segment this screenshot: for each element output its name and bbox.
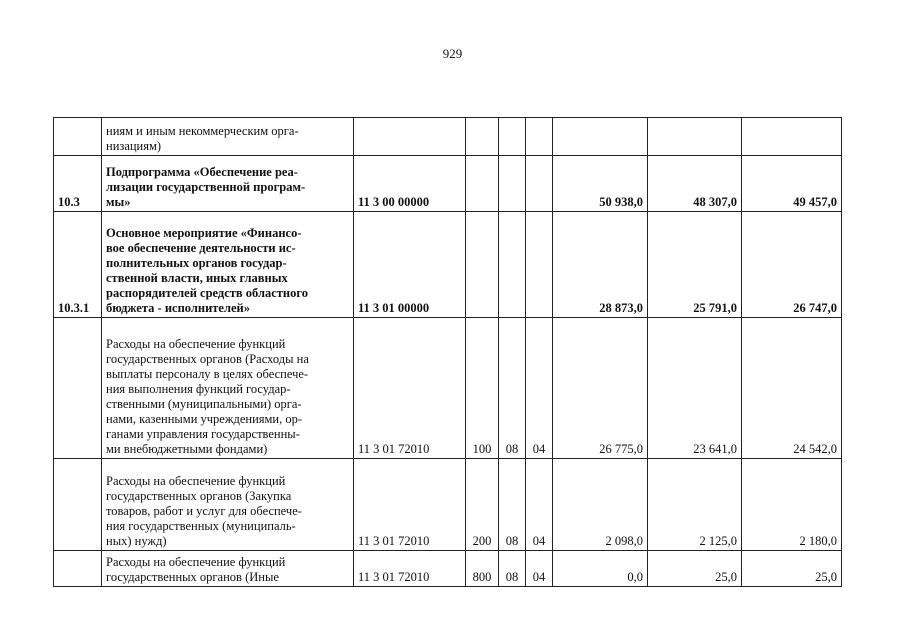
row-code: 11 3 00 00000 bbox=[354, 156, 466, 212]
row-name: ниям и иным некоммерческим орга- низациям) bbox=[102, 118, 354, 156]
row-code: 11 3 01 72010 bbox=[354, 318, 466, 459]
row-amount-year3: 24 542,0 bbox=[742, 318, 842, 459]
table-row bbox=[54, 118, 842, 156]
table-row bbox=[54, 459, 842, 551]
row-vr: 200 bbox=[466, 459, 499, 551]
row-amount-year3: 25,0 bbox=[742, 551, 842, 587]
row-name: Расходы на обеспечение функций государственных органов (Расходы на выплаты персоналу в целях обеспече- ния выполнения функций государ- ственными (муниципальными) орга- нами, казенными учреждениями, ор- ганами управления государственны- ми внебюджетными фондами) bbox=[102, 318, 354, 459]
row-amount-year2: 23 641,0 bbox=[648, 318, 742, 459]
row-name: Подпрограмма «Обеспечение реа- лизации государственной програм- мы» bbox=[102, 156, 354, 212]
row-number: 10.3.1 bbox=[54, 212, 102, 318]
row-amount-year3: 26 747,0 bbox=[742, 212, 842, 318]
row-number bbox=[54, 318, 102, 459]
row-number bbox=[54, 118, 102, 156]
row-pr: 04 bbox=[526, 551, 553, 587]
row-rz: 08 bbox=[499, 551, 526, 587]
row-code: 11 3 01 00000 bbox=[354, 212, 466, 318]
row-rz: 08 bbox=[499, 459, 526, 551]
row-rz bbox=[499, 156, 526, 212]
row-amount-year1: 50 938,0 bbox=[553, 156, 648, 212]
row-pr: 04 bbox=[526, 318, 553, 459]
row-amount-year1: 28 873,0 bbox=[553, 212, 648, 318]
row-amount-year2: 48 307,0 bbox=[648, 156, 742, 212]
row-amount-year2: 25,0 bbox=[648, 551, 742, 587]
row-amount-year2: 2 125,0 bbox=[648, 459, 742, 551]
row-amount-year1: 26 775,0 bbox=[553, 318, 648, 459]
row-vr bbox=[466, 156, 499, 212]
row-amount-year1: 0,0 bbox=[553, 551, 648, 587]
row-vr: 800 bbox=[466, 551, 499, 587]
row-vr: 100 bbox=[466, 318, 499, 459]
row-rz bbox=[499, 118, 526, 156]
row-amount-year3 bbox=[742, 118, 842, 156]
row-amount-year3: 2 180,0 bbox=[742, 459, 842, 551]
row-vr bbox=[466, 212, 499, 318]
table-row bbox=[54, 156, 842, 212]
budget-table bbox=[53, 117, 842, 587]
row-rz: 08 bbox=[499, 318, 526, 459]
row-number: 10.3 bbox=[54, 156, 102, 212]
row-name: Расходы на обеспечение функций государственных органов (Иные bbox=[102, 551, 354, 587]
page-number: 929 bbox=[442, 46, 463, 61]
row-name: Расходы на обеспечение функций государственных органов (Закупка товаров, работ и услуг для обеспече- ния государственных (муниципаль- ных) нужд) bbox=[102, 459, 354, 551]
row-pr bbox=[526, 212, 553, 318]
row-amount-year2: 25 791,0 bbox=[648, 212, 742, 318]
row-pr bbox=[526, 156, 553, 212]
table-row bbox=[54, 212, 842, 318]
row-code: 11 3 01 72010 bbox=[354, 459, 466, 551]
row-pr: 04 bbox=[526, 459, 553, 551]
row-amount-year1: 2 098,0 bbox=[553, 459, 648, 551]
row-number bbox=[54, 459, 102, 551]
row-amount-year1 bbox=[553, 118, 648, 156]
row-code: 11 3 01 72010 bbox=[354, 551, 466, 587]
row-code bbox=[354, 118, 466, 156]
table-row bbox=[54, 318, 842, 459]
row-number bbox=[54, 551, 102, 587]
row-amount-year2 bbox=[648, 118, 742, 156]
row-amount-year3: 49 457,0 bbox=[742, 156, 842, 212]
row-name: Основное мероприятие «Финансо- вое обеспечение деятельности ис- полнительных органов государ- ственной власти, иных главных распорядителей средств областного бюджета - исполнителей» bbox=[102, 212, 354, 318]
row-pr bbox=[526, 118, 553, 156]
row-vr bbox=[466, 118, 499, 156]
row-rz bbox=[499, 212, 526, 318]
table-row bbox=[54, 551, 842, 587]
